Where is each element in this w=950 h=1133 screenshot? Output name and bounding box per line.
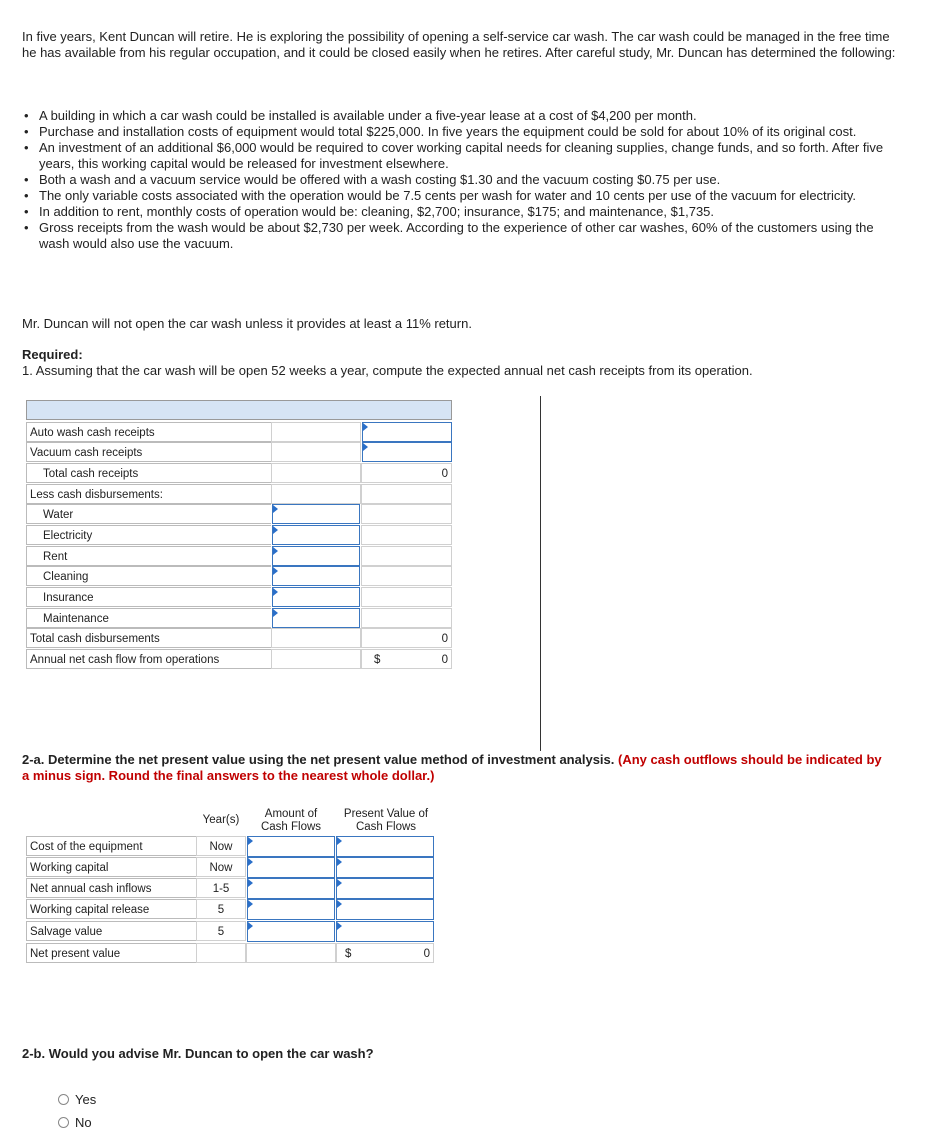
annual-net-cash-flow-value: 0	[441, 654, 448, 666]
row-label: Working capital	[26, 857, 196, 877]
amount-header-line1: Amount of	[264, 808, 318, 820]
working-capital-amount-input[interactable]	[247, 857, 335, 878]
rent-input[interactable]	[272, 546, 360, 566]
facts-list	[22, 108, 902, 252]
option-label: Yes	[75, 1092, 97, 1107]
fact-item: • Gross receipts from the wash would be about $2,730 per week. According to the experience of other car washes, 60% of the customers using the wash would also use the vacuum.	[22, 220, 902, 252]
blank-cell	[271, 463, 361, 483]
row-label: Total cash receipts	[26, 463, 271, 483]
blank-cell	[361, 566, 452, 586]
wc-release-pv-input[interactable]	[336, 899, 434, 920]
row-label: Net annual cash inflows	[26, 878, 196, 898]
currency-symbol: $	[374, 654, 381, 666]
row-label: Annual net cash flow from operations	[26, 649, 271, 669]
blank-cell	[271, 422, 361, 442]
blank-cell	[196, 943, 246, 963]
row-label: Cost of the equipment	[26, 836, 196, 856]
salvage-amount-input[interactable]	[247, 921, 335, 942]
blank-cell	[271, 628, 361, 648]
water-input[interactable]	[272, 504, 360, 524]
row-label: Total cash disbursements	[26, 628, 271, 648]
option-yes[interactable]	[58, 1092, 96, 1107]
blank-cell	[361, 504, 452, 524]
vacuum-receipts-input[interactable]	[362, 442, 452, 462]
blank-cell	[246, 943, 336, 963]
divider-line	[540, 396, 541, 751]
electricity-input[interactable]	[272, 525, 360, 545]
blank-cell	[271, 484, 361, 504]
total-cash-receipts-value: 0	[361, 463, 452, 483]
blank-cell	[361, 608, 452, 628]
wc-release-amount-input[interactable]	[247, 899, 335, 920]
blank-cell	[361, 546, 452, 566]
salvage-pv-input[interactable]	[336, 921, 434, 942]
working-capital-pv-input[interactable]	[336, 857, 434, 878]
fact-item: • Both a wash and a vacuum service would be offered with a wash costing $1.30 and the vacuum costing $0.75 per use.	[22, 172, 902, 188]
row-label: Water	[26, 504, 271, 524]
fact-item: • Purchase and installation costs of equipment would total $225,000. In five years the equipment could be sold for about 10% of its original cost.	[22, 124, 902, 140]
net-inflows-pv-input[interactable]	[336, 878, 434, 899]
annual-net-cash-flow-cell	[361, 649, 452, 669]
year-cell: 5	[196, 899, 246, 919]
problem-intro: In five years, Kent Duncan will retire. He is exploring the possibility of opening a self-service car wash. The car wash could be managed in the free time he has available from his regular occupation, and it could be closed easily when he retires. After careful study, Mr. Duncan has determined the following:	[22, 29, 896, 60]
row-label: Net present value	[26, 943, 196, 963]
row-label: Electricity	[26, 525, 271, 545]
table-header-bar	[26, 400, 452, 420]
blank-cell	[361, 484, 452, 504]
cleaning-input[interactable]	[272, 566, 360, 586]
option-label: No	[75, 1115, 92, 1130]
total-disbursements-value: 0	[361, 628, 452, 648]
years-header: Year(s)	[202, 814, 240, 826]
auto-wash-receipts-input[interactable]	[362, 422, 452, 442]
blank-cell	[271, 442, 361, 462]
row-label: Rent	[26, 546, 271, 566]
fact-item: • The only variable costs associated with the operation would be 7.5 cents per wash for water and 10 cents per use of the vacuum for electricity.	[22, 188, 902, 204]
npv-total-cell	[336, 943, 434, 963]
equipment-amount-input[interactable]	[247, 836, 335, 857]
row-label: Working capital release	[26, 899, 196, 919]
blank-cell	[271, 649, 361, 669]
maintenance-input[interactable]	[272, 608, 360, 628]
row-label: Vacuum cash receipts	[26, 442, 271, 462]
pv-header-line1: Present Value of	[343, 808, 429, 820]
question-1	[22, 363, 753, 378]
currency-symbol: $	[345, 948, 352, 960]
insurance-input[interactable]	[272, 587, 360, 607]
question-2a-instruction: (Any cash outflows should be indicated by a minus sign. Round the final answers to the nearest whole dollar.)	[22, 752, 882, 783]
question-2a-text: 2-a. Determine the net present value using the net present value method of investment analysis.	[22, 752, 615, 767]
amount-header	[246, 808, 336, 834]
amount-header-line2: Cash Flows	[260, 821, 322, 833]
pv-header-line2: Cash Flows	[355, 821, 417, 833]
net-inflows-amount-input[interactable]	[247, 878, 335, 899]
option-no[interactable]	[58, 1115, 92, 1130]
cash-receipts-table	[26, 400, 452, 672]
pv-header	[336, 808, 436, 834]
blank-cell	[361, 525, 452, 545]
year-cell: Now	[196, 836, 246, 856]
question-1-text: 1. Assuming that the car wash will be open 52 weeks a year, compute the expected annual net cash receipts from its operation.	[22, 363, 753, 378]
blank-cell	[361, 587, 452, 607]
year-cell: Now	[196, 857, 246, 877]
row-label: Auto wash cash receipts	[26, 422, 271, 442]
row-label: Insurance	[26, 587, 271, 607]
npv-table	[26, 806, 436, 966]
question-2a	[22, 752, 882, 784]
equipment-pv-input[interactable]	[336, 836, 434, 857]
fact-item: • A building in which a car wash could be installed is available under a five-year lease at a cost of $4,200 per month.	[22, 108, 902, 124]
required-heading: Required:	[22, 347, 83, 362]
row-label: Maintenance	[26, 608, 271, 628]
fact-item: • In addition to rent, monthly costs of operation would be: cleaning, $2,700; insurance, $175; and maintenance, $1,735.	[22, 204, 902, 220]
radio-circle-icon[interactable]	[58, 1117, 69, 1128]
radio-circle-icon[interactable]	[58, 1094, 69, 1105]
question-2b-text: 2-b. Would you advise Mr. Duncan to open the car wash?	[22, 1046, 374, 1061]
return-requirement: Mr. Duncan will not open the car wash unless it provides at least a 11% return.	[22, 316, 472, 331]
row-label: Salvage value	[26, 921, 196, 941]
row-label: Cleaning	[26, 566, 271, 586]
year-cell: 5	[196, 921, 246, 941]
npv-total-value: 0	[423, 948, 430, 960]
year-cell: 1-5	[196, 878, 246, 898]
fact-item: • An investment of an additional $6,000 would be required to cover working capital needs for cleaning supplies, change funds, and so forth. After five years, this working capital would be released for investment elsewhere.	[22, 140, 902, 172]
row-label: Less cash disbursements:	[26, 484, 271, 504]
question-2b	[22, 1046, 374, 1061]
